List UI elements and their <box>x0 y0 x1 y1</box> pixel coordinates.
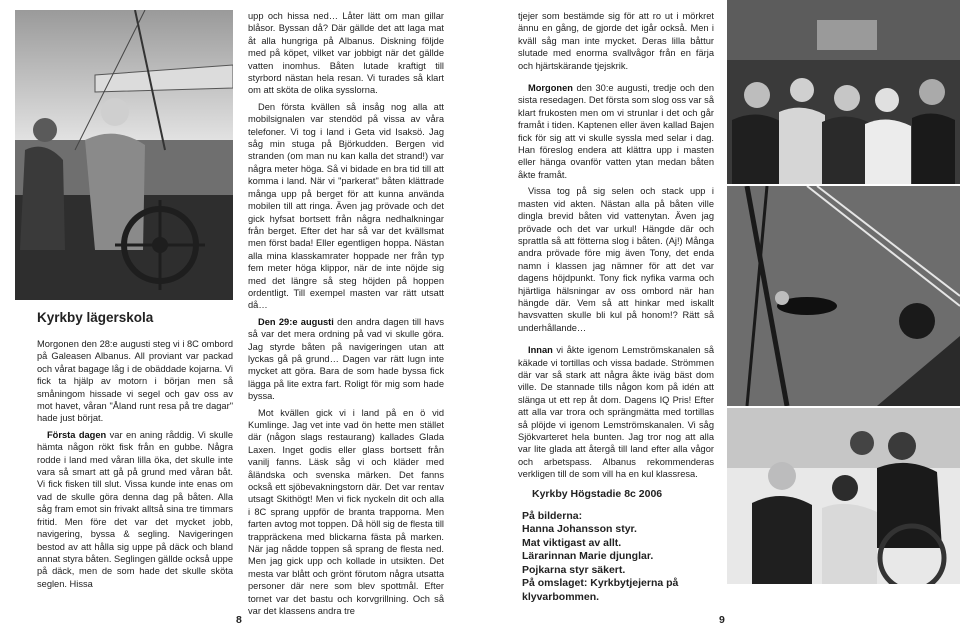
rowing-paragraph: tjejer som bestämde sig för att ro ut i mörkret ännu en gång, de gjorde det igår också. Men i kväll såg man inte mycket. Deras lilla båttur slutade med enorma svallvågor från en färja och hjärtskärande tjejskrik. <box>518 11 714 71</box>
second-day-lead: Den 29:e augusti <box>258 316 334 327</box>
signature: Kyrkby Högstadie 8c 2006 <box>532 488 663 500</box>
intro-paragraph: Morgonen den 28:e augusti steg vi i 8C ombord på Galeasen Albanus. All proviant var packad och vårat bagage låg i de obäddade kojarna. Vi fick ta hjälp av motorn i början men så småningom hissade vi segel och gav oss av mot havet, våran "Åland runt resa på tre dagar" hade just börjat. <box>37 339 233 424</box>
canal-paragraph <box>518 344 714 480</box>
first-day-lead: Första dagen <box>47 429 107 440</box>
photo-boys-at-helm <box>727 408 960 584</box>
kumlinge-paragraph: Mot kvällen gick vi i land på en ö vid Kumlinge. Jag vet inte vad ön hette men stället där (någon slags restaurang) kallades Glada Laxen. Inget godis eller glass bortsett från vanilj fanns. Läsk såg vi och kläder med åländska och svenska märken. Det fanns också ett sjöbevakningstorn där. Det var rentav utsagt Skithögt! Men vi fick nyckeln dit och alla i 8C sprang uppför de branta trapporna. Men farten avtog mot toppen. Då höll sig de flesta till trappräckena med blickarna fästa på marken. När jag nådde toppen så sprang de flesta ned. Men jag gick upp och kollade in utsikten. Det mesta var blått och grönt förutom några utsatta personer där nere som blev spottmål. Efter tornet var det bastu och korvgrillning. Och så var det klassens andra tre <box>248 407 444 617</box>
middle-column-text <box>248 10 444 622</box>
first-evening-paragraph: Den första kvällen så insåg nog alla att mobilsignalen var stendöd på vissa av våra telefoner. Vi tog i land i Geta vid Isaksö. Jag såg min stuga på Björkudden. Bergen vid stranden (om man nu kan kalla det strand!) var några meter höga. Så vi bidade en bra tid till att komma i land. När vi "parkerat" båten klättrade många upp på berget för att kunna använda mobilen till att ringa. Även jag prövade och det gick hyfsat bortsett från några nedhalkningar från berget. Efter det har så var det kvällsmat men först bada! Eller egentligen hoppa. Nästan alla mina klasskamrater hoppade ner från typ fem meter höga klippor, när de inte nöjde sig med det längre så steg höjden på hoppen ordentligt. Till exempel masten var rätt utsatt då… <box>248 101 444 311</box>
second-day-paragraph <box>248 316 444 403</box>
credit-heading: På bilderna: <box>522 509 583 522</box>
credit-line: Lärarinnan Marie djunglar. <box>522 550 654 562</box>
first-day-text: var en aning råddig. Vi skulle hämta någon rökt fisk från en gubbe. Några rodde i land med våran lilla öka, det skulle inte vara så smart att gå på grund med våran båt. Vi fick fisken till slut. Vissa kunde inte enas om vad de skulle göra denna dag på båten. Alla såg fram emot sin frivakt alltså sina tre timmars fritid. Men före det var det mycket jobb, navigering, byssa & segling. Navigeringen bestod av att hålla sig uppe på däck och bland annat styra båten. Seglingen gällde också uppe på däck, men de som hade det skulle sköta seglen. Hissa <box>37 429 234 589</box>
photo-food-deck <box>727 0 960 184</box>
canal-lead: Innan <box>528 345 553 356</box>
photo-harness-over-water <box>727 186 960 406</box>
credit-line: Mat viktigast av allt. <box>522 536 622 549</box>
photo-helm-steering <box>15 10 233 300</box>
credit-line: Pojkarna styr säkert. <box>522 563 626 576</box>
right-column-text <box>518 10 714 485</box>
page-number-left: 8 <box>236 614 242 626</box>
chores-paragraph: upp och hissa ned… Låter lätt om man gillar blåsor. Byssan då? Där gällde det att laga mat åt alla hungriga på Albanus. Diskning följde med på köpet, vilket var jobbigt när det gällde vatten inomhus. Båten lutade kraftigt till styrbord nästan hela resan. Vi turades så klart om att sköta de olika sysslorna. <box>248 11 444 96</box>
second-day-text: den andra dagen till havs så var det mera ordning på vad vi skulle göra. Jag styrde båten på navigeringen utan att lyckas gå på grund… Dagen var rätt lugn inte mycket att göra. Bara de som hade byssa fick lägga på lite extra fart. Roligt för mig som hade byssa. <box>248 316 444 402</box>
third-day-paragraph <box>518 82 714 181</box>
credit-line: På omslaget: Kyrkbytjejerna på klyvarbommen. <box>522 577 679 603</box>
photo-credits <box>522 488 702 604</box>
page-number-right: 9 <box>719 614 725 626</box>
left-column-text <box>37 338 233 594</box>
article-title: Kyrkby lägerskola <box>37 310 154 325</box>
harness-paragraph: Vissa tog på sig selen och stack upp i masten vid akten. Nästan alla på båten ville dingla brevid båten vid vattenytan. Även jag prövade och det var urkul! Hängde där och sprattla så att fötterna slog i båten. (Aj!) Många andra prövade före mig även Tony, det enda namn i klassen jag nämner för att det var dagens höjdpunkt. Tony fick nyfika varma och hjärtliga hälsningar av oss ombord när han hängde där. Vem så att hinkar med iskallt havsvatten skulle bli kul på honom!? Rätt så underhållande… <box>518 186 714 333</box>
third-day-lead: Morgonen <box>528 83 573 94</box>
first-day-paragraph <box>37 429 233 590</box>
third-day-text: den 30:e augusti, tredje och den sista resedagen. Det första som slog oss var så klart frukosten men om vi strunlar i det och går framåt i tiden. Kaptenen eller även kallad Bajen fick för sig att vi skulle syssla med selar i dag. Han föreslog endera att klättra upp i masten eller hänga ovanför vatten ytan medan båten åkte framåt. <box>518 83 714 180</box>
credit-line: Hanna Johansson styr. <box>522 523 637 535</box>
canal-text: vi åkte igenom Lemströmskanalen så käkade vi tortillas och vissa badade. Strömmen där var så stark att några åkte iväg bäst dom ville. De stannade tills någon kom på idén att slänga ut ett rep åt dom. Dagens IQ Pris! Efter att alla var trora och sprängmätta med tortillas så plöjde vi igenom Lemströmskanalen. Vi såg Sjökvarteret hela bunten. Jag tror nog att alla var lite glada att återgå till land efter alla vågor och arbetspass. Albanus rekommenderas verkligen till de som vill ha en kul klassresa. <box>518 345 714 480</box>
